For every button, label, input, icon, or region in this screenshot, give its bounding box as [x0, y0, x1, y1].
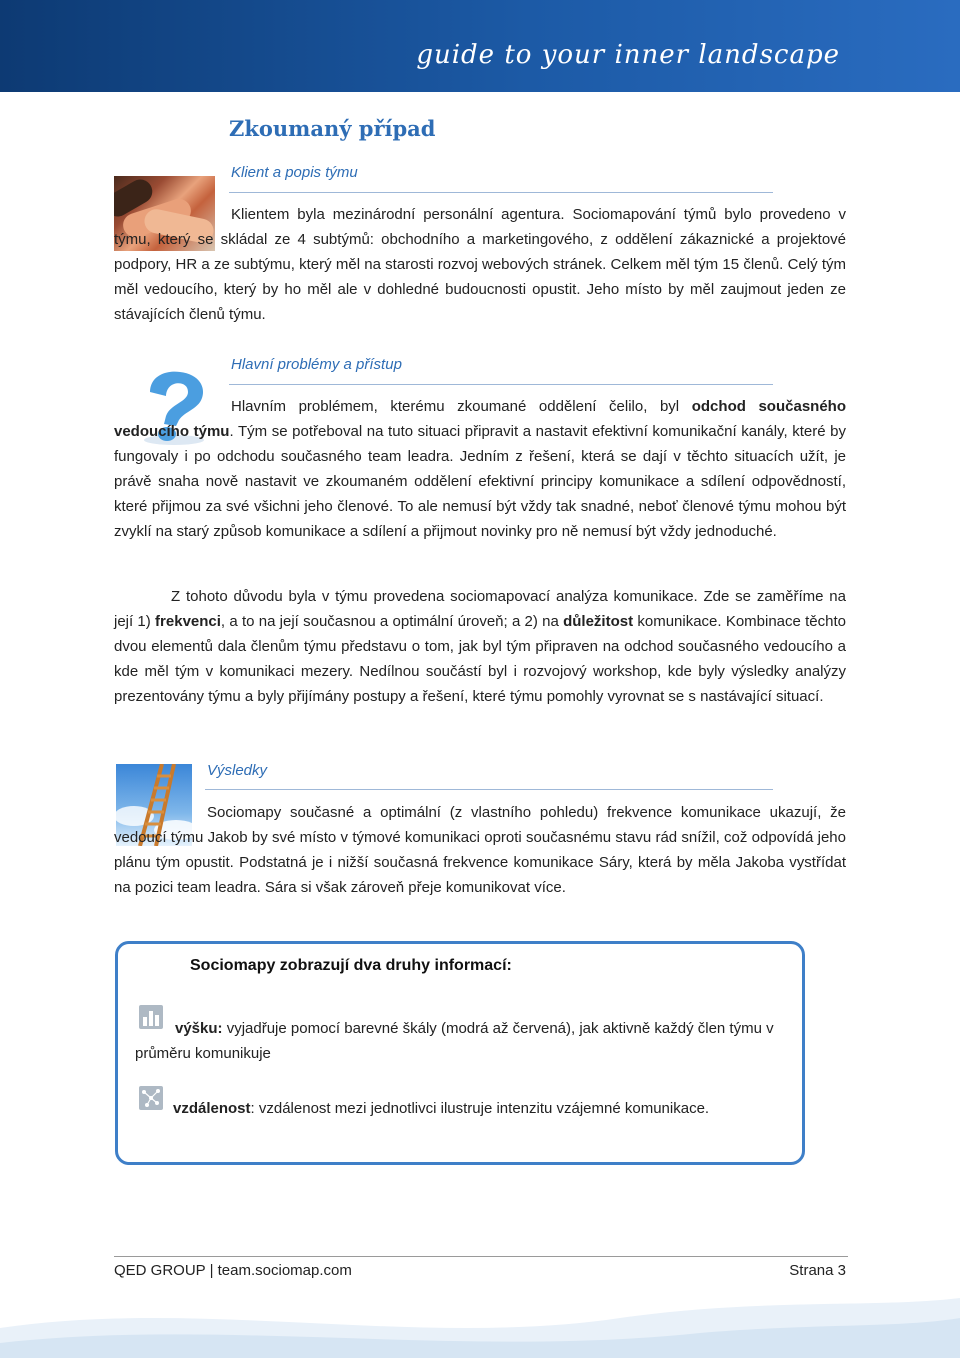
page-header-band: [0, 0, 960, 92]
footer-rule: [114, 1256, 848, 1257]
emphasis-leader-leaving: odchod současného vedoucího týmu: [114, 398, 846, 440]
analysis-paragraph: Z tohoto důvodu byla v týmu provedena sociomapovací analýza komunikace. Zde se zaměříme na její 1) frekvenci, a to na její současnou a optimální úroveň; a 2) na důležitost komunikace. Kombinace těchto dvou elementů dala členům týmu představu o tom, jak byl tým připraven na odchod současného vedoucího a kde měl tým v komunikaci mezery. Nedílnou součástí byl i rozvojový workshop, kde byly výsledky analýzy prezentovány týmu a byly přijímány postupy a řešení, které týmu pomohly vyrovnat se s nastávající situací.: [114, 588, 846, 705]
section-heading-results: Výsledky: [207, 762, 268, 779]
network-icon: [139, 1086, 163, 1110]
section-rule: [229, 192, 773, 193]
footer-decoration: [0, 1288, 960, 1358]
section-rule: [229, 384, 773, 385]
problems-paragraph: Hlavním problémem, kterému zkoumané oddělení čelilo, byl odchod současného vedoucího týmu. Tým se potřeboval na tuto situaci připravit a nastavit efektivní komunikační kanály, které by fungovaly i po odchodu současného team leadra. Jedním z řešení, která se dají v těchto situacích užít, je právě snaha nově nastavit ve zkoumaném oddělení efektivní principy komunikace a sdílení odpovědností, které přijmou za své všichni jeho členové. To ale nemusí být vždy tak snadné, neboť členové týmu mohou být zvyklí na starý způsob komunikace a sdílení a přijmout novinky pro ně nemusí být vždy jednoduché.: [114, 398, 847, 540]
page-title: Zkoumaný případ: [229, 116, 436, 141]
callout-item-distance: vzdálenost: vzdálenost mezi jednotlivci ilustruje intenzitu vzájemné komunikace.: [173, 1100, 710, 1117]
section-heading-client: Klient a popis týmu: [231, 164, 358, 181]
callout-title: Sociomapy zobrazují dva druhy informací:: [190, 957, 512, 974]
section-heading-problems: Hlavní problémy a přístup: [231, 356, 402, 373]
results-paragraph: Sociomapy současné a optimální (z vlastního pohledu) frekvence komunikace ukazují, že vedoucí týmu Jakob by své místo v týmové komunikaci oproti současnému stavu rád snížil, což odpovídá jeho plánu tým opustit. Podstatná je i nižší současná frekvence komunikace Sáry, která by měla Jakoba vystřídat na pozici team leadra. Sára si však zároveň přeje komunikovat více.: [114, 804, 846, 896]
client-description: Klientem byla mezinárodní personální agentura. Sociomapování týmů bylo provedeno v týmu, který se skládal ze 4 subtýmů: obchodního a marketingového, z oddělení zákaznické a projektové podpory, HR a ze subtýmu, který měl na starosti rozvoj webových stránek. Celkem měl tým 15 členů. Celý tým měl vedoucího, který by ho měl ale v dohledné budoucnosti opustit. Jeho místo by měl zaujmout jeden ze stávajících členů týmu.: [114, 206, 846, 323]
emphasis-importance: důležitost: [563, 613, 634, 630]
section-rule: [205, 789, 773, 790]
header-tagline: guide to your inner landscape: [416, 40, 840, 70]
footer-company: QED GROUP | team.sociomap.com: [114, 1262, 352, 1279]
page-number: Strana 3: [789, 1262, 846, 1279]
callout-item-height: výšku: vyjadřuje pomocí barevné škály (modrá až červená), jak aktivně každý člen týmu v průměru komunikuje: [135, 1020, 774, 1062]
emphasis-frequency: frekvenci: [155, 613, 221, 630]
